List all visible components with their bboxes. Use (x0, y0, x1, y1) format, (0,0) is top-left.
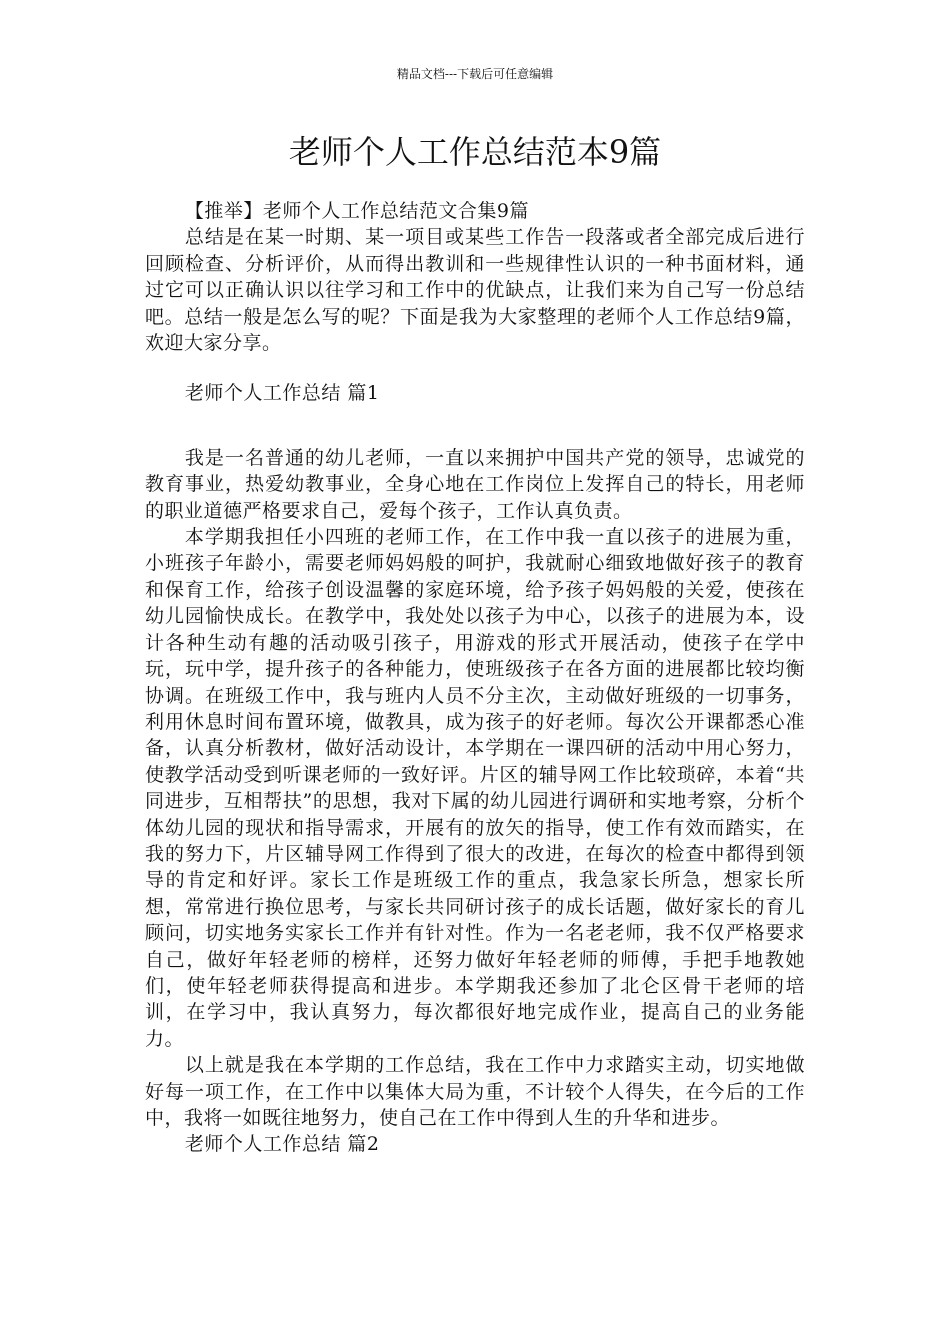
page-header-note: 精品文档---下载后可任意编辑 (396, 67, 554, 81)
recommend-line: 【推举】老师个人工作总结范文合集9篇 (184, 200, 529, 222)
document-body (145, 198, 805, 1158)
section1-paragraph-3: 以上就是我在本学期的工作总结，我在工作中力求踏实主动，切实地做好每一项工作，在工作中以集体大局为重，不计较个人得失，在今后的工作中，我将一如既往地努力，使自己在工作中得到人生的升华和进步。 (145, 1054, 805, 1129)
section-heading-2: 老师个人工作总结 篇2 (184, 1133, 380, 1156)
document-title: 老师个人工作总结范本9篇 (288, 133, 662, 171)
section1-paragraph-2: 本学期我担任小四班的老师工作，在工作中我一直以孩子的进展为重，小班孩子年龄小，需要老师妈妈般的呵护，我就耐心细致地做好孩子的教育和保育工作，给孩子创设温馨的家庭环境，给予孩子妈妈般的关爱，使孩在幼儿园愉快成长。在教学中，我处处以孩子为中心，以孩子的进展为本，设计各种生动有趣的活动吸引孩子，用游戏的形式开展活动，使孩子在学中玩，玩中学，提升孩子的各种能力，使班级孩子在各方面的进展都比较均衡协调。在班级工作中，我与班内人员不分主次，主动做好班级的一切事务，利用休息时间布置环境，做教具，成为孩子的好老师。每次公开课都悉心准备，认真分析教材，做好活动设计，本学期在一课四研的活动中用心努力，使教学活动受到听课老师的一致好评。片区的辅导网工作比较琐碎，本着“共同进步，互相帮扶”的思想，我对下属的幼儿园进行调研和实地考察，分析个体幼儿园的现状和指导需求，开展有的放矢的指导，使工作有效而踏实，在我的努力下，片区辅导网工作得到了很大的改进，在每次的检查中都得到领导的肯定和好评。家长工作是班级工作的重点，我急家长所急，想家长所想，常常进行换位思考，与家长共同研讨孩子的成长话题，做好家长的育儿顾问，切实地务实家长工作并有针对性。作为一名老老师，我不仅严格要求自己，做好年轻老师的榜样，还努力做好年轻老师的师傅，手把手地教她们，使年轻老师获得提高和进步。本学期我还参加了北仑区骨干老师的培训，在学习中，我认真努力，每次都很好地完成作业，提高自己的业务能力。 (145, 526, 805, 1050)
intro-paragraph: 总结是在某一时期、某一项目或某些工作告一段落或者全部完成后进行回顾检查、分析评价，从而得出教训和一些规律性认识的一种书面材料，通过它可以正确认识以往学习和工作中的优缺点，让我们来为自己写一份总结吧。总结一般是怎么写的呢？下面是我为大家整理的老师个人工作总结9篇，欢迎大家分享。 (145, 226, 805, 355)
section1-paragraph-1: 我是一名普通的幼儿老师，一直以来拥护中国共产党的领导，忠诚党的教育事业，热爱幼教事业，全身心地在工作岗位上发挥自己的特长，用老师的职业道德严格要求自己，爱每个孩子，工作认真负责。 (145, 446, 805, 522)
section-heading-1: 老师个人工作总结 篇1 (184, 382, 380, 405)
